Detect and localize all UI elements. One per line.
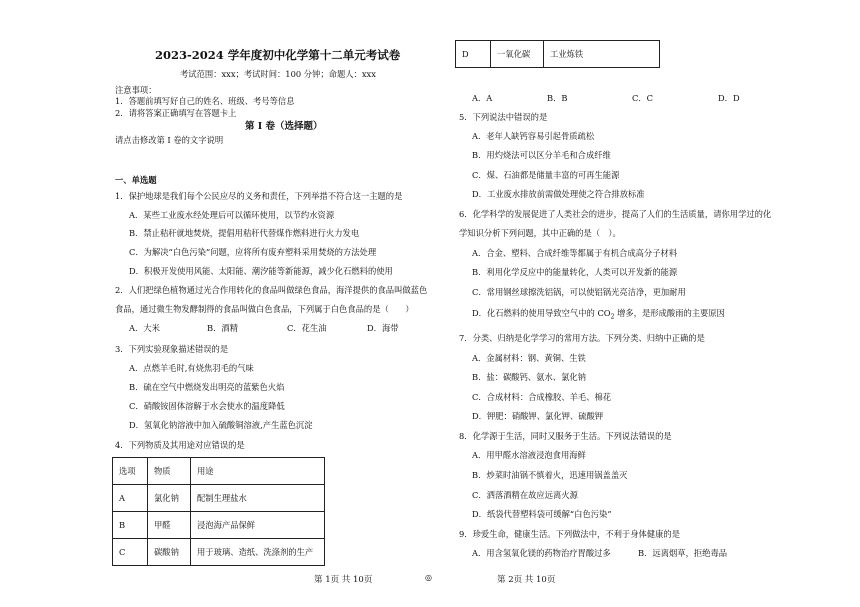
option-b: B．酒精 (207, 323, 238, 333)
notes-heading: 注意事项： (115, 85, 157, 95)
option-b: B．B (547, 93, 568, 103)
option-a: A．点燃羊毛时,有烧焦羽毛的气味 (129, 363, 254, 373)
table-cell: D (456, 41, 491, 68)
option-d: D．积极开发使用风能、太阳能、潮汐能等新能源，减少化石燃料的使用 (129, 266, 393, 276)
option-d-text: D．化石燃料的使用导致空气中的 CO (472, 308, 611, 318)
option-c: C．合成材料：合成橡胶、羊毛、棉花 (472, 392, 612, 402)
table-cell: A (113, 485, 148, 512)
q4-table (112, 457, 325, 566)
table-header-row (113, 458, 325, 485)
question-stem: 4．下列物质及其用途对应错误的是 (115, 440, 245, 450)
question-stem: 2．人们把绿色植物通过光合作用转化的食品叫做绿色食品，海洋提供的食品叫做蓝色 (115, 285, 428, 295)
co2-subscript: 2 (610, 313, 615, 321)
option-d: D．工业废水排放前需做处理使之符合排放标准 (472, 189, 645, 199)
option-b: B．炒菜时油锅不慎着火，迅速用锅盖盖灭 (472, 470, 628, 480)
table-cell: B (113, 512, 148, 539)
page-number-left: 第 1页 共 10页 (314, 575, 373, 585)
table-row (456, 41, 660, 68)
option-a: A．某些工业废水经处理后可以循环使用，以节约水资源 (129, 210, 335, 220)
table-cell: 甲醛 (148, 512, 191, 539)
table-row (113, 512, 325, 539)
option-b: B．禁止秸秆就地焚烧，提倡用秸秆代替煤作燃料进行火力发电 (129, 228, 360, 238)
option-d: D．海带 (367, 323, 399, 333)
binding-circle-icon: ◎ (425, 573, 432, 582)
option-b: B．用灼烧法可以区分羊毛和合成纤维 (472, 150, 611, 160)
question-stem: 8．化学源于生活，同时又服务于生活。下列说法错误的是 (459, 431, 672, 441)
q4-table-continued (455, 40, 660, 68)
table-cell: C (113, 539, 148, 566)
question-stem: 5．下列说法中错误的是 (459, 112, 548, 122)
left-page-column (105, 0, 435, 607)
option-a: A．老年人缺钙容易引起骨质疏松 (472, 131, 595, 141)
option-c: C．常用钢丝球擦洗铝锅，可以使铝锅光亮洁净，更加耐用 (472, 287, 686, 297)
option-d (472, 309, 725, 321)
option-d: D．钾肥：硝酸钾、氯化钾、硫酸钾 (472, 411, 604, 421)
exam-meta: 考试范围：xxx；考试时间：100 分钟；命题人：xxx (180, 69, 376, 79)
option-d: D．氢氧化钠溶液中加入硫酸铜溶液,产生蓝色沉淀 (129, 420, 313, 430)
table-cell: 用途 (191, 458, 325, 485)
notes-item: 1．答题前填写好自己的姓名、班级、考号等信息 (115, 96, 295, 106)
notes-item: 2．请将答案正确填写在答题卡上 (115, 108, 237, 118)
table-row (113, 539, 325, 566)
table-cell: 用于玻璃、造纸、洗涤剂的生产 (191, 539, 325, 566)
table-cell: 氯化钠 (148, 485, 191, 512)
table-cell: 碳酸钠 (148, 539, 191, 566)
question-stem-continued: 学知识分析下列问题，其中正确的是（ ）。 (459, 228, 621, 238)
table-cell: 物质 (148, 458, 191, 485)
option-c: C．C (632, 93, 653, 103)
option-a: A．合金、塑料、合成纤维等都属于有机合成高分子材料 (472, 248, 678, 258)
question-stem-continued: 食品，通过微生物发酵制得的食品叫做白色食品，下列属于白色食品的是（ ） (115, 304, 414, 314)
option-b: B．利用化学反应中的能量转化，人类可以开发新的能源 (472, 267, 678, 277)
question-stem: 7．分类、归纳是化学学习的常用方法。下列分类、归纳中正确的是 (459, 333, 705, 343)
option-a: A．用甲醛水溶液浸泡食用海鲜 (472, 450, 586, 460)
option-a: A．大米 (129, 323, 160, 333)
table-row (113, 485, 325, 512)
table-cell: 工业炼铁 (544, 41, 660, 68)
section-title: 第 I 卷（选择题） (245, 121, 323, 132)
option-b: B．硫在空气中燃烧发出明亮的蓝紫色火焰 (129, 382, 285, 392)
option-a: A．A (472, 93, 493, 103)
question-type-label: 一、单选题 (115, 175, 157, 185)
page-number-right: 第 2页 共 10页 (497, 575, 556, 585)
right-page-column (455, 0, 800, 607)
option-b: B．远离烟草，拒绝毒品 (638, 548, 728, 558)
exam-title: 2023-2024 学年度初中化学第十二单元考试卷 (155, 48, 401, 62)
table-cell: 配制生理盐水 (191, 485, 325, 512)
option-b: B．盐：碳酸钙、氨水、氯化钠 (472, 372, 586, 382)
option-a: A．用含氢氧化镁的药物治疗胃酸过多 (472, 548, 611, 558)
section-description: 请点击修改第 I 卷的文字说明 (115, 135, 224, 145)
option-c: C．洒落酒精在故应远离火源 (472, 490, 578, 500)
option-a: A．金属材料：钢、黄铜、生铁 (472, 353, 586, 363)
option-d: D．D (718, 93, 740, 103)
question-stem: 3．下列实验现象描述错误的是 (115, 344, 229, 354)
option-c: C．硝酸铵固体溶解于水会使水的温度降低 (129, 401, 285, 411)
option-d: D．纸袋代替塑料袋可缓解“白色污染” (472, 509, 612, 519)
option-c: C．煤、石油都是储量丰富的可再生能源 (472, 170, 620, 180)
question-stem: 9．珍爱生命，健康生活。下列做法中，不利于身体健康的是 (459, 529, 680, 539)
question-stem: 6．化学科学的发展促进了人类社会的进步，提高了人们的生活质量，请你用学过的化 (459, 209, 772, 219)
option-c: C．花生油 (287, 323, 327, 333)
question-stem: 1．保护地球是我们每个公民应尽的义务和责任，下列举措不符合这一主题的是 (115, 191, 403, 201)
option-c: C．为解决“白色污染”问题，应将所有废弃塑料采用焚烧的方法处理 (129, 247, 377, 257)
table-cell: 浸泡海产品保鲜 (191, 512, 325, 539)
table-cell: 选项 (113, 458, 148, 485)
table-cell: 一氧化碳 (491, 41, 544, 68)
option-d-text-continued: 增多，是形成酸雨的主要原因 (614, 308, 725, 318)
